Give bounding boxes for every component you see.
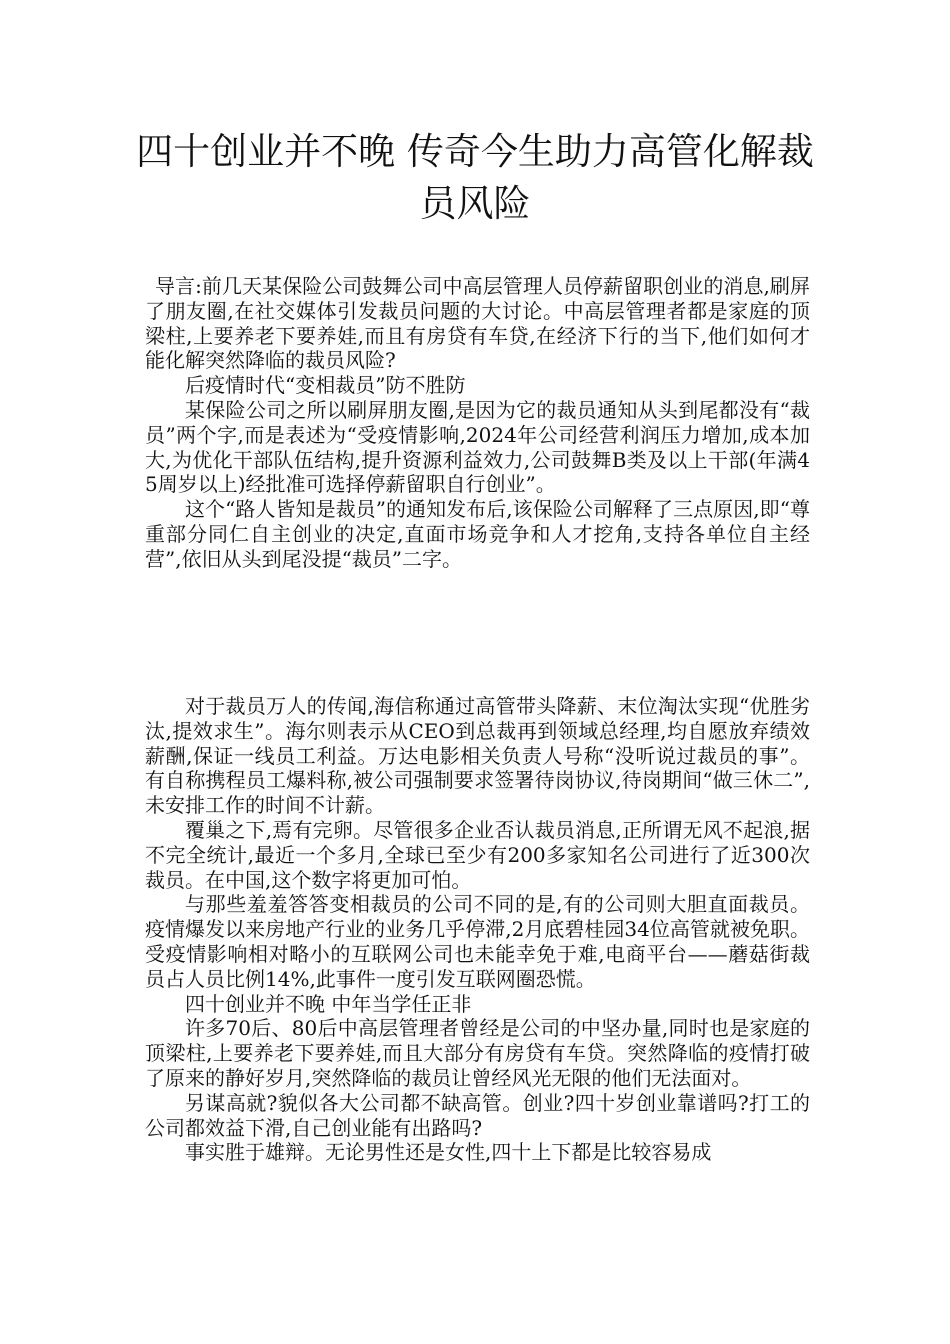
document-title: 四十创业并不晚 传奇今生助力高管化解裁员风险	[136, 130, 814, 225]
section-main	[145, 694, 810, 1165]
body-paragraph: 某保险公司之所以刷屏朋友圈,是因为它的裁员通知从头到尾都没有“裁员”两个字,而是表述为“受疫情影响,2024年公司经营利润压力增加,成本加大,为优化干部队伍结构,提升资源利益效力,公司鼓舞B类及以上干部(年满45周岁以上)经批准可选择停薪留职自行创业”。	[145, 397, 810, 497]
section-intro	[145, 274, 810, 572]
body-paragraph: 另谋高就?貌似各大公司都不缺高管。创业?四十岁创业靠谱吗?打工的公司都效益下滑,自己创业能有出路吗?	[145, 1090, 810, 1140]
body-paragraph: 事实胜于雄辩。无论男性还是女性,四十上下都是比较容易成	[185, 1140, 712, 1165]
body-paragraph: 覆巢之下,焉有完卵。尽管很多企业否认裁员消息,正所谓无风不起浪,据不完全统计,最近一个多月,全球已至少有200多家知名公司进行了近300次裁员。在中国,这个数字将更加可怕。	[145, 817, 810, 892]
body-paragraph: 这个“路人皆知是裁员”的通知发布后,该保险公司解释了三点原因,即“尊重部分同仁自主创业的决定,直面市场竞争和人才挖角,支持各单位自主经营”,依旧从头到尾没提“裁员”二字。	[145, 497, 810, 571]
body-paragraph: 与那些羞羞答答变相裁员的公司不同的是,有的公司则大胆直面裁员。疫情爆发以来房地产行业的业务几乎停滞,2月底碧桂园34位高管就被免职。受疫情影响相对略小的互联网公司也未能幸免于难,电商平台——蘑菇街裁员占人员比例14%,此事件一度引发互联网圈恐慌。	[145, 892, 810, 991]
section-heading: 后疫情时代“变相裁员”防不胜防	[185, 373, 466, 398]
section-heading: 四十创业并不晚 中年当学任正非	[185, 991, 472, 1016]
body-paragraph: 对于裁员万人的传闻,海信称通过高管带头降薪、末位淘汰实现“优胜劣汰,提效求生”。海尔则表示从CEO到总裁再到领域总经理,均自愿放弃绩效薪酬,保证一线员工利益。万达电影相关负责人号称“没听说过裁员的事”。有自称携程员工爆料称,被公司强制要求签署待岗协议,待岗期间“做三休二”,未安排工作的时间不计薪。	[145, 694, 810, 818]
body-paragraph: 许多70后、80后中高层管理者曾经是公司的中坚办量,同时也是家庭的顶梁柱,上要养老下要养娃,而且大部分有房贷有车贷。突然降临的疫情打破了原来的静好岁月,突然降临的裁员让曾经风光无限的他们无法面对。	[145, 1016, 810, 1090]
intro-paragraph: 导言:前几天某保险公司鼓舞公司中高层管理人员停薪留职创业的消息,刷屏了朋友圈,在社交媒体引发裁员问题的大讨论。中高层管理者都是家庭的顶梁柱,上要养老下要养娃,而且有房贷有车贷,在经济下行的当下,他们如何才能化解突然降临的裁员风险?	[145, 274, 810, 373]
